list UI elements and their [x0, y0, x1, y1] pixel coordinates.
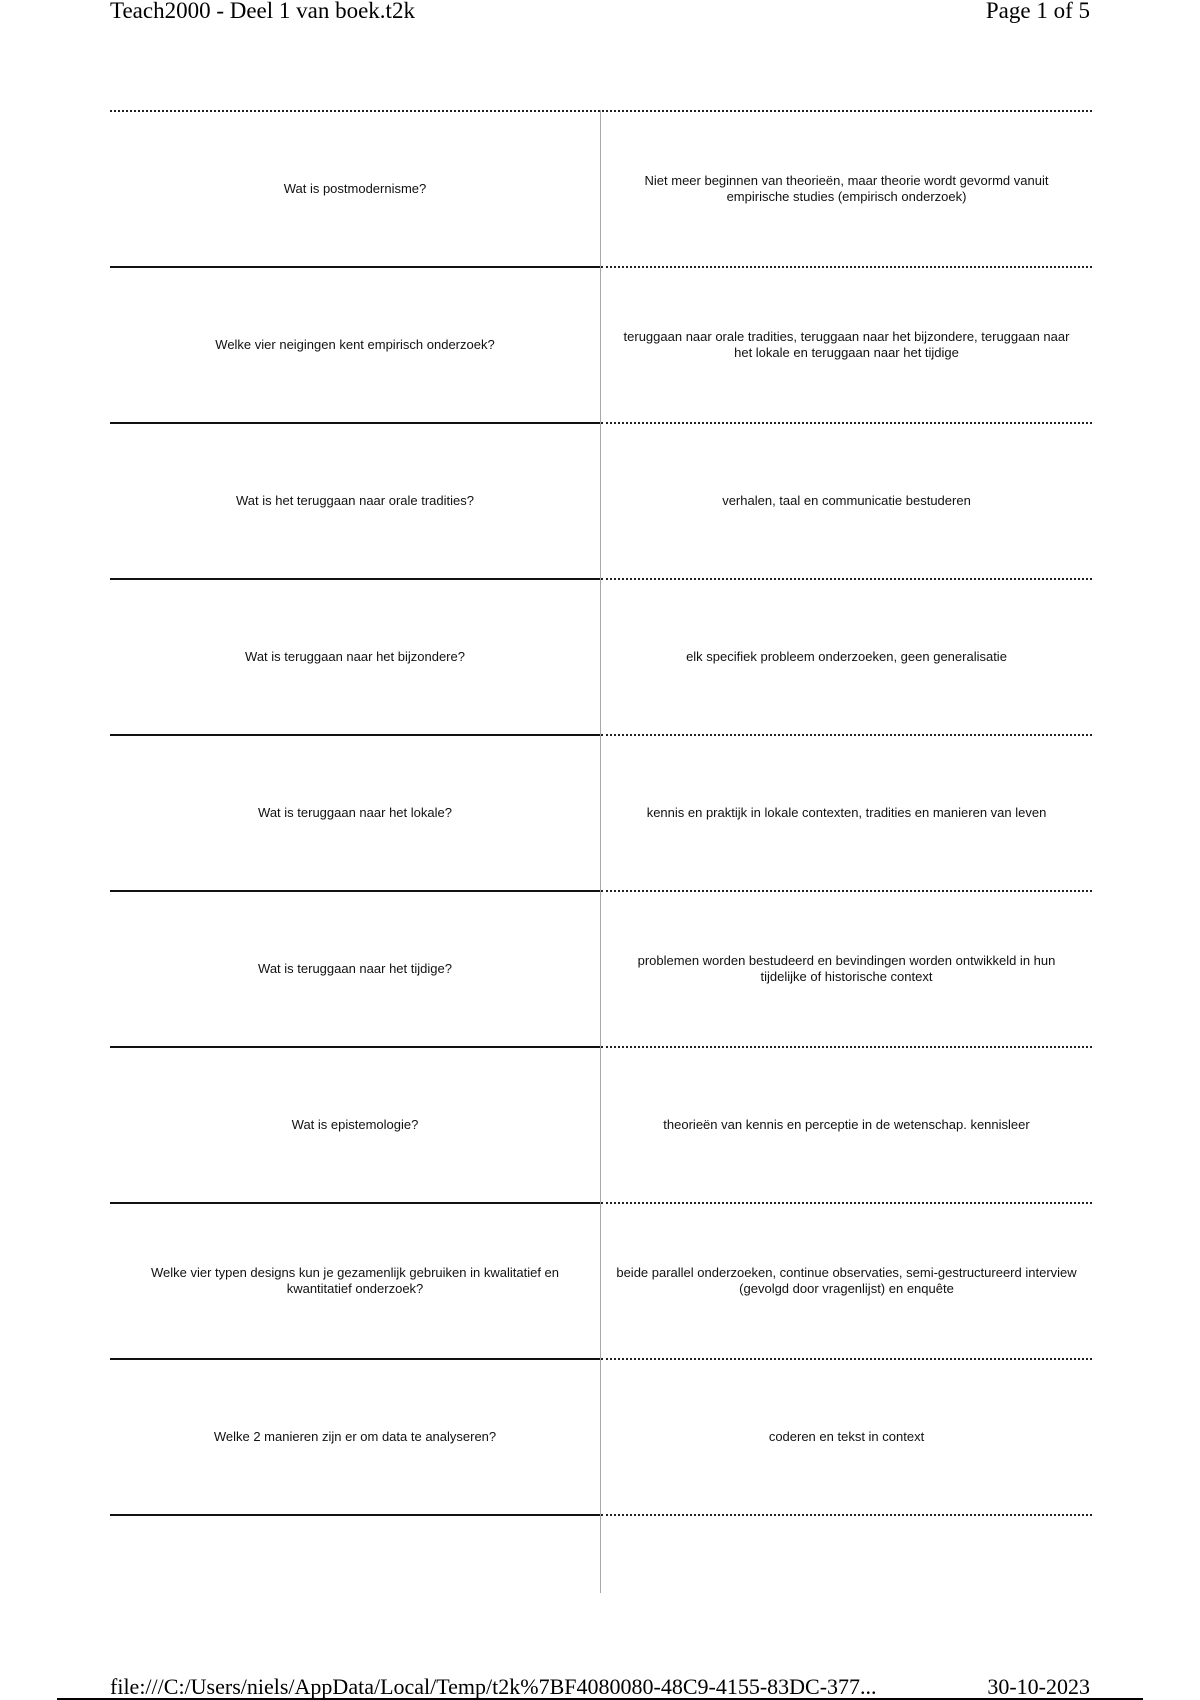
- card-answer: coderen en tekst in context: [768, 1429, 925, 1444]
- document-title: Teach2000 - Deel 1 van boek.t2k: [110, 0, 415, 23]
- card-answer: elk specifiek probleem onderzoeken, geen generalisatie: [686, 649, 1007, 664]
- card-answer: verhalen, taal en communicatie bestuderen: [722, 493, 971, 508]
- card-answer: problemen worden bestudeerd en bevindingen worden ontwikkeld in hun tijdelijke of historische context: [637, 953, 1056, 984]
- page-number: Page 1 of 5: [985, 0, 1090, 23]
- card-question: Welke vier typen designs kun je gezamenlijk gebruiken in kwalitatief en kwantitatief onderzoek?: [150, 1265, 560, 1296]
- card-answer: Niet meer beginnen van theorieën, maar theorie wordt gevormd vanuit empirische studies (empirisch onderzoek): [644, 173, 1049, 204]
- card-answer: kennis en praktijk in lokale contexten, tradities en manieren van leven: [646, 805, 1047, 820]
- question-rule: [110, 1514, 600, 1516]
- card-question: Wat is teruggaan naar het tijdige?: [258, 961, 452, 976]
- card-row: [110, 268, 1092, 424]
- card-answer: theorieën van kennis en perceptie in de wetenschap. kennisleer: [663, 1117, 1030, 1132]
- card-question: Wat is postmodernisme?: [283, 181, 427, 196]
- card-question: Wat is teruggaan naar het bijzondere?: [245, 649, 465, 664]
- flashcard-table: [110, 110, 1092, 1593]
- card-question: Welke vier neigingen kent empirisch onderzoek?: [215, 337, 495, 352]
- card-row: [110, 424, 1092, 580]
- card-row: [110, 1048, 1092, 1204]
- card-row: [110, 112, 1092, 268]
- file-path: file:///C:/Users/niels/AppData/Local/Temp/t2k%7BF4080080-48C9-4155-83DC-377...: [110, 1674, 877, 1699]
- card-question: Wat is het teruggaan naar orale tradities?: [236, 493, 474, 508]
- card-row: [110, 1204, 1092, 1360]
- card-row: [110, 892, 1092, 1048]
- card-question: Wat is teruggaan naar het lokale?: [258, 805, 452, 820]
- card-row: [110, 736, 1092, 892]
- card-row: [110, 580, 1092, 736]
- card-row: [110, 1360, 1092, 1516]
- print-date: 30-10-2023: [987, 1674, 1090, 1699]
- card-question: Welke 2 manieren zijn er om data te analyseren?: [213, 1429, 497, 1444]
- card-answer: beide parallel onderzoeken, continue observaties, semi-gestructureerd interview (gevolgd door vragenlijst) en enquête: [616, 1265, 1077, 1296]
- card-answer: teruggaan naar orale tradities, teruggaan naar het bijzondere, teruggaan naar het lokale en teruggaan naar het tijdige: [623, 329, 1070, 360]
- answer-dotted-rule: [601, 1514, 1092, 1516]
- card-question: Wat is epistemologie?: [291, 1117, 419, 1132]
